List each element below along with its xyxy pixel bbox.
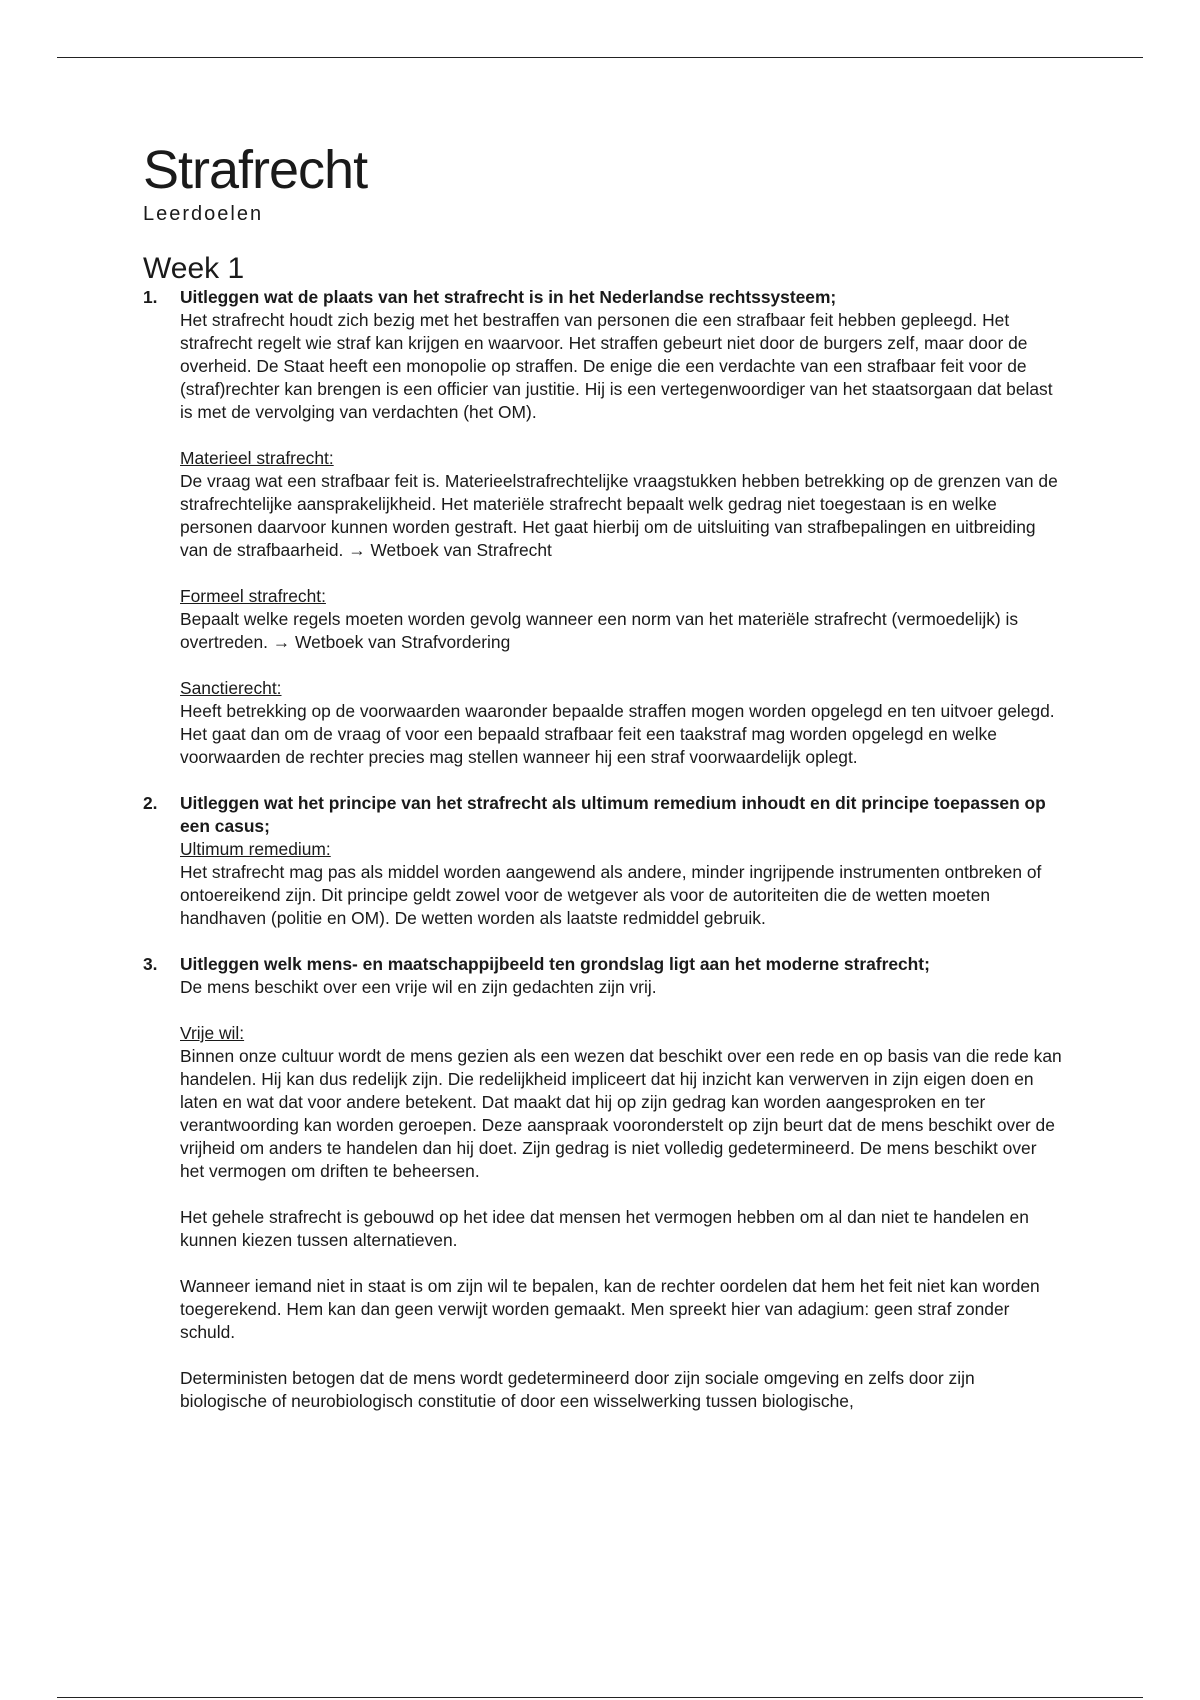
section-heading-formeel: Formeel strafrecht:	[180, 586, 326, 606]
section-heading-materieel: Materieel strafrecht:	[180, 448, 334, 468]
paragraph-strafrecht-idee: Het gehele strafrecht is gebouwd op het idee dat mensen het vermogen hebben om al dan niet te handelen en kunnen kiezen tussen alternatieven.	[180, 1207, 1029, 1250]
footer-rule	[57, 1697, 1143, 1698]
section-text-sanctierecht: Heeft betrekking op de voorwaarden waaronder bepaalde straffen mogen worden opgelegd en ten uitvoer gelegd. Het gaat dan om de vraag of voor een bepaald strafbaar feit een taakstraf mag worden opgelegd en welke voorwaarden de rechter precies mag stellen wanneer hij een straf voorwaardelijk oplegt.	[180, 701, 1055, 767]
goal-intro: Het strafrecht houdt zich bezig met het bestraffen van personen die een strafbaar feit hebben gepleegd. Het strafrecht regelt wie straf kan krijgen en waarvoor. Het straffen gebeurt niet door de burgers zelf, maar door de overheid. De Staat heeft een monopolie op straffen. De enige die een verdachte van een strafbaar feit voor de (straf)rechter kan brengen is een officier van justitie. Hij is een vertegenwoordiger van het staatsorgaan dat belast is met de vervolging van verdachten (het OM).	[180, 310, 1053, 422]
goal-title: Uitleggen wat het principe van het strafrecht als ultimum remedium inhoudt en dit principe toepassen op een casus;	[180, 793, 1046, 836]
section-heading-vrije-wil: Vrije wil:	[180, 1023, 245, 1043]
section-text-vrije-wil: Binnen onze cultuur wordt de mens gezien als een wezen dat beschikt over een rede en op basis van die rede kan handelen. Hij kan dus redelijk zijn. Die redelijkheid impliceert dat hij inzicht kan verwerven in zijn eigen doen en laten en wat dat voor andere betekent. Dat maakt dat hij op zijn gedrag kan worden aangesproken en ter verantwoording kan worden geroepen. Deze aanspraak vooronderstelt op zijn beurt dat de mens beschikt over de vrijheid om anders te handelen dan hij doet. Zijn gedrag is niet volledig gedetermineerd. De mens beschikt over het vermogen om driften te beheersen.	[180, 1046, 1062, 1181]
document-subtitle: Leerdoelen	[143, 203, 264, 225]
document-body	[143, 140, 1063, 1413]
learning-goal-3	[143, 953, 1063, 1413]
paragraph-deterministen: Deterministen betogen dat de mens wordt gedetermineerd door zijn sociale omgeving en zelfs door zijn biologische of neurobiologisch constitutie of door een wisselwerking tussen biologische,	[180, 1368, 975, 1411]
learning-goal-2	[143, 792, 1063, 953]
goal-number: 3.	[143, 954, 158, 974]
section-heading-sanctierecht: Sanctierecht:	[180, 678, 282, 698]
section-text-formeel: Bepaalt welke regels moeten worden gevolg wanneer een norm van het materiële strafrecht (vermoedelijk) is overtreden. → Wetboek van Strafvordering	[180, 609, 1019, 652]
document-title: Strafrecht	[143, 140, 368, 200]
goal-number: 2.	[143, 793, 158, 813]
learning-goal-1	[143, 286, 1063, 792]
goal-intro: De mens beschikt over een vrije wil en zijn gedachten zijn vrij.	[180, 977, 657, 997]
section-text-ultimum-remedium: Het strafrecht mag pas als middel worden aangewend als andere, minder ingrijpende instrumenten ontbreken of ontoereikend zijn. Dit principe geldt zowel voor de wetgever als voor de autoriteiten die de wetten moeten handhaven (politie en OM). De wetten worden als laatste redmiddel gebruik.	[180, 862, 1042, 928]
goal-title: Uitleggen wat de plaats van het strafrecht is in het Nederlandse rechtssysteem;	[180, 287, 837, 307]
paragraph-geen-straf-zonder-schuld: Wanneer iemand niet in staat is om zijn wil te bepalen, kan de rechter oordelen dat hem het feit niet kan worden toegerekend. Hem kan dan geen verwijt worden gemaakt. Men spreekt hier van adagium: geen straf zonder schuld.	[180, 1276, 1040, 1342]
goal-title: Uitleggen welk mens- en maatschappijbeeld ten grondslag ligt aan het moderne strafrecht;	[180, 954, 930, 974]
section-text-materieel: De vraag wat een strafbaar feit is. Materieelstrafrechtelijke vraagstukken hebben betrekking op de grenzen van de strafrechtelijke aansprakelijkheid. Het materiële strafrecht bepaalt welk gedrag niet toegestaan is en welke personen daarvoor kunnen worden gestraft. Het gaat hierbij om de uitsluiting van strafbepalingen en uitbreiding van de strafbaarheid. → Wetboek van Strafrecht	[180, 471, 1058, 560]
week-heading: Week 1	[143, 252, 245, 285]
section-heading-ultimum-remedium: Ultimum remedium:	[180, 839, 331, 859]
header-rule	[57, 57, 1143, 58]
learning-goals-list	[143, 286, 1063, 1413]
goal-number: 1.	[143, 287, 158, 307]
